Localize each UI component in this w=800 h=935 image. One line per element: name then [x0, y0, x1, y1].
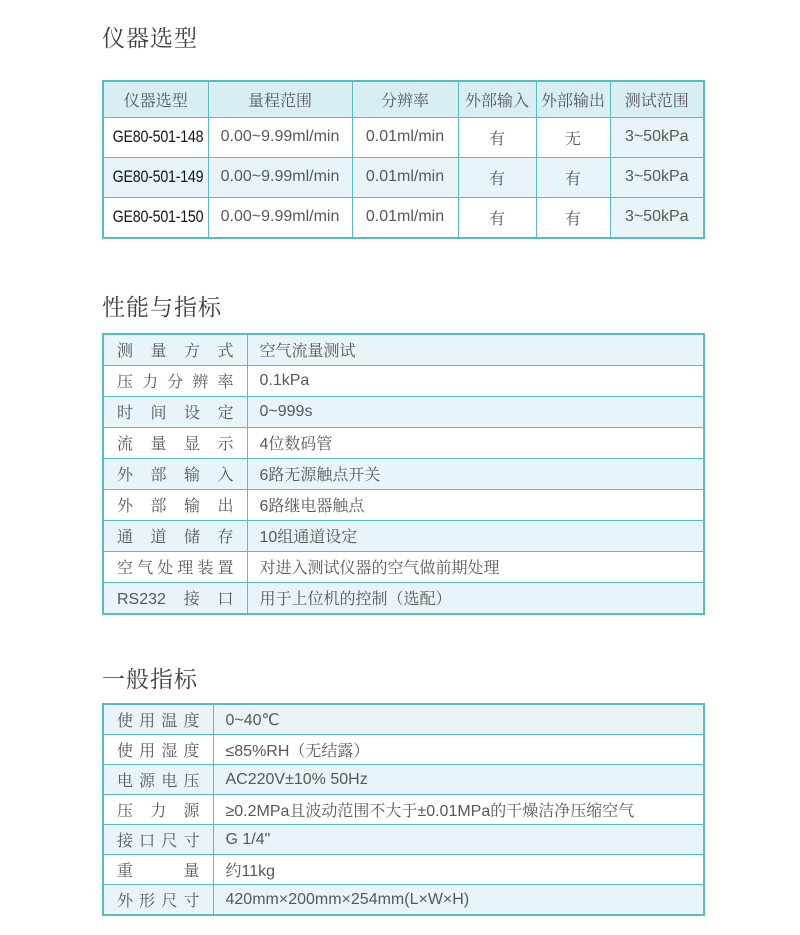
spec-row	[103, 365, 704, 396]
spec-label: 重量	[117, 863, 200, 881]
spec-label: 测量方式	[117, 343, 234, 360]
spec-label-cell	[103, 458, 247, 489]
table-row	[103, 157, 704, 197]
spec-value: 10组通道设定	[247, 520, 704, 551]
spec-row	[103, 885, 704, 916]
spec-row	[103, 704, 704, 735]
spec-label: 外部输入	[117, 467, 234, 484]
spec-label: 使用温度	[117, 713, 200, 731]
cell-resolution: 0.01ml/min	[352, 157, 458, 197]
spec-label-cell	[103, 551, 247, 582]
spec-label-cell	[103, 795, 213, 825]
spec-label-cell	[103, 765, 213, 795]
spec-row	[103, 825, 704, 855]
spec-row	[103, 551, 704, 582]
cell-ext-input: 有	[458, 117, 536, 157]
spec-label: 外部输出	[117, 498, 234, 515]
section-title-general: 一般指标	[102, 665, 198, 692]
cell-ext-input: 有	[458, 197, 536, 238]
spec-label-cell	[103, 427, 247, 458]
section-title-performance: 性能与指标	[102, 293, 222, 320]
spec-value: 420mm×200mm×254mm(L×W×H)	[213, 885, 704, 916]
cell-range: 0.00~9.99ml/min	[208, 197, 352, 238]
spec-value: 用于上位机的控制（选配）	[247, 582, 704, 614]
column-header-test-range: 测试范围	[610, 81, 704, 118]
spec-value: 6路继电器触点	[247, 489, 704, 520]
spec-row	[103, 396, 704, 427]
column-header-range: 量程范围	[208, 81, 352, 118]
spec-label: 通道储存	[117, 529, 234, 546]
spec-row	[103, 520, 704, 551]
spec-label: 压力分辨率	[117, 374, 234, 391]
spec-row	[103, 427, 704, 458]
cell-test-range: 3~50kPa	[610, 197, 704, 238]
spec-value: 0.1kPa	[247, 365, 704, 396]
column-header-ext-output: 外部输出	[536, 81, 610, 118]
spec-row	[103, 855, 704, 885]
spec-label-cell	[103, 825, 213, 855]
spec-label-cell	[103, 520, 247, 551]
cell-test-range: 3~50kPa	[610, 157, 704, 197]
spec-label: RS232接口	[117, 591, 234, 608]
spec-row	[103, 735, 704, 765]
spec-value: ≥0.2MPa且波动范围不大于±0.01MPa的干燥洁净压缩空气	[213, 795, 704, 825]
spec-label-cell	[103, 365, 247, 396]
cell-model	[103, 117, 208, 157]
column-header-model: 仪器选型	[103, 81, 208, 118]
cell-ext-input: 有	[458, 157, 536, 197]
spec-label-cell	[103, 334, 247, 366]
cell-resolution: 0.01ml/min	[352, 197, 458, 238]
spec-value: ≤85%RH（无结露）	[213, 735, 704, 765]
cell-test-range: 3~50kPa	[610, 117, 704, 157]
section-title-instrument-selection: 仪器选型	[102, 25, 198, 51]
spec-row	[103, 489, 704, 520]
cell-ext-output: 有	[536, 197, 610, 238]
model-number: GE80-501-149	[112, 167, 204, 187]
spec-value: 0~40℃	[213, 704, 704, 735]
spec-row	[103, 334, 704, 366]
table-row	[103, 197, 704, 238]
spec-label: 时间设定	[117, 405, 234, 422]
performance-spec-table	[102, 333, 705, 615]
spec-value: G 1/4"	[213, 825, 704, 855]
table-header-row	[103, 81, 704, 118]
spec-label-cell	[103, 396, 247, 427]
spec-label: 流量显示	[117, 436, 234, 453]
spec-label: 接口尺寸	[117, 833, 200, 851]
spec-label-cell	[103, 489, 247, 520]
spec-value: 0~999s	[247, 396, 704, 427]
cell-model	[103, 197, 208, 238]
spec-row	[103, 582, 704, 614]
table-row	[103, 117, 704, 157]
spec-value: AC220V±10% 50Hz	[213, 765, 704, 795]
column-header-ext-input: 外部输入	[458, 81, 536, 118]
spec-value: 4位数码管	[247, 427, 704, 458]
spec-row	[103, 795, 704, 825]
spec-label-cell	[103, 735, 213, 765]
spec-row	[103, 458, 704, 489]
spec-row	[103, 765, 704, 795]
cell-ext-output: 有	[536, 157, 610, 197]
spec-label: 外形尺寸	[117, 893, 200, 911]
instrument-selection-table	[102, 80, 705, 239]
general-spec-table	[102, 703, 705, 916]
spec-label: 使用湿度	[117, 743, 200, 761]
spec-label: 空气处理装置	[117, 560, 234, 577]
spec-label: 电源电压	[117, 773, 200, 791]
spec-value: 对进入测试仪器的空气做前期处理	[247, 551, 704, 582]
model-number: GE80-501-148	[112, 127, 204, 147]
spec-label-cell	[103, 582, 247, 614]
cell-ext-output: 无	[536, 117, 610, 157]
model-number: GE80-501-150	[112, 207, 204, 227]
cell-model	[103, 157, 208, 197]
spec-value: 空气流量测试	[247, 334, 704, 366]
spec-label-cell	[103, 885, 213, 916]
cell-range: 0.00~9.99ml/min	[208, 157, 352, 197]
spec-label-cell	[103, 704, 213, 735]
spec-label-cell	[103, 855, 213, 885]
cell-range: 0.00~9.99ml/min	[208, 117, 352, 157]
column-header-resolution: 分辨率	[352, 81, 458, 118]
spec-value: 约11kg	[213, 855, 704, 885]
cell-resolution: 0.01ml/min	[352, 117, 458, 157]
spec-value: 6路无源触点开关	[247, 458, 704, 489]
spec-label: 压力源	[117, 803, 200, 821]
